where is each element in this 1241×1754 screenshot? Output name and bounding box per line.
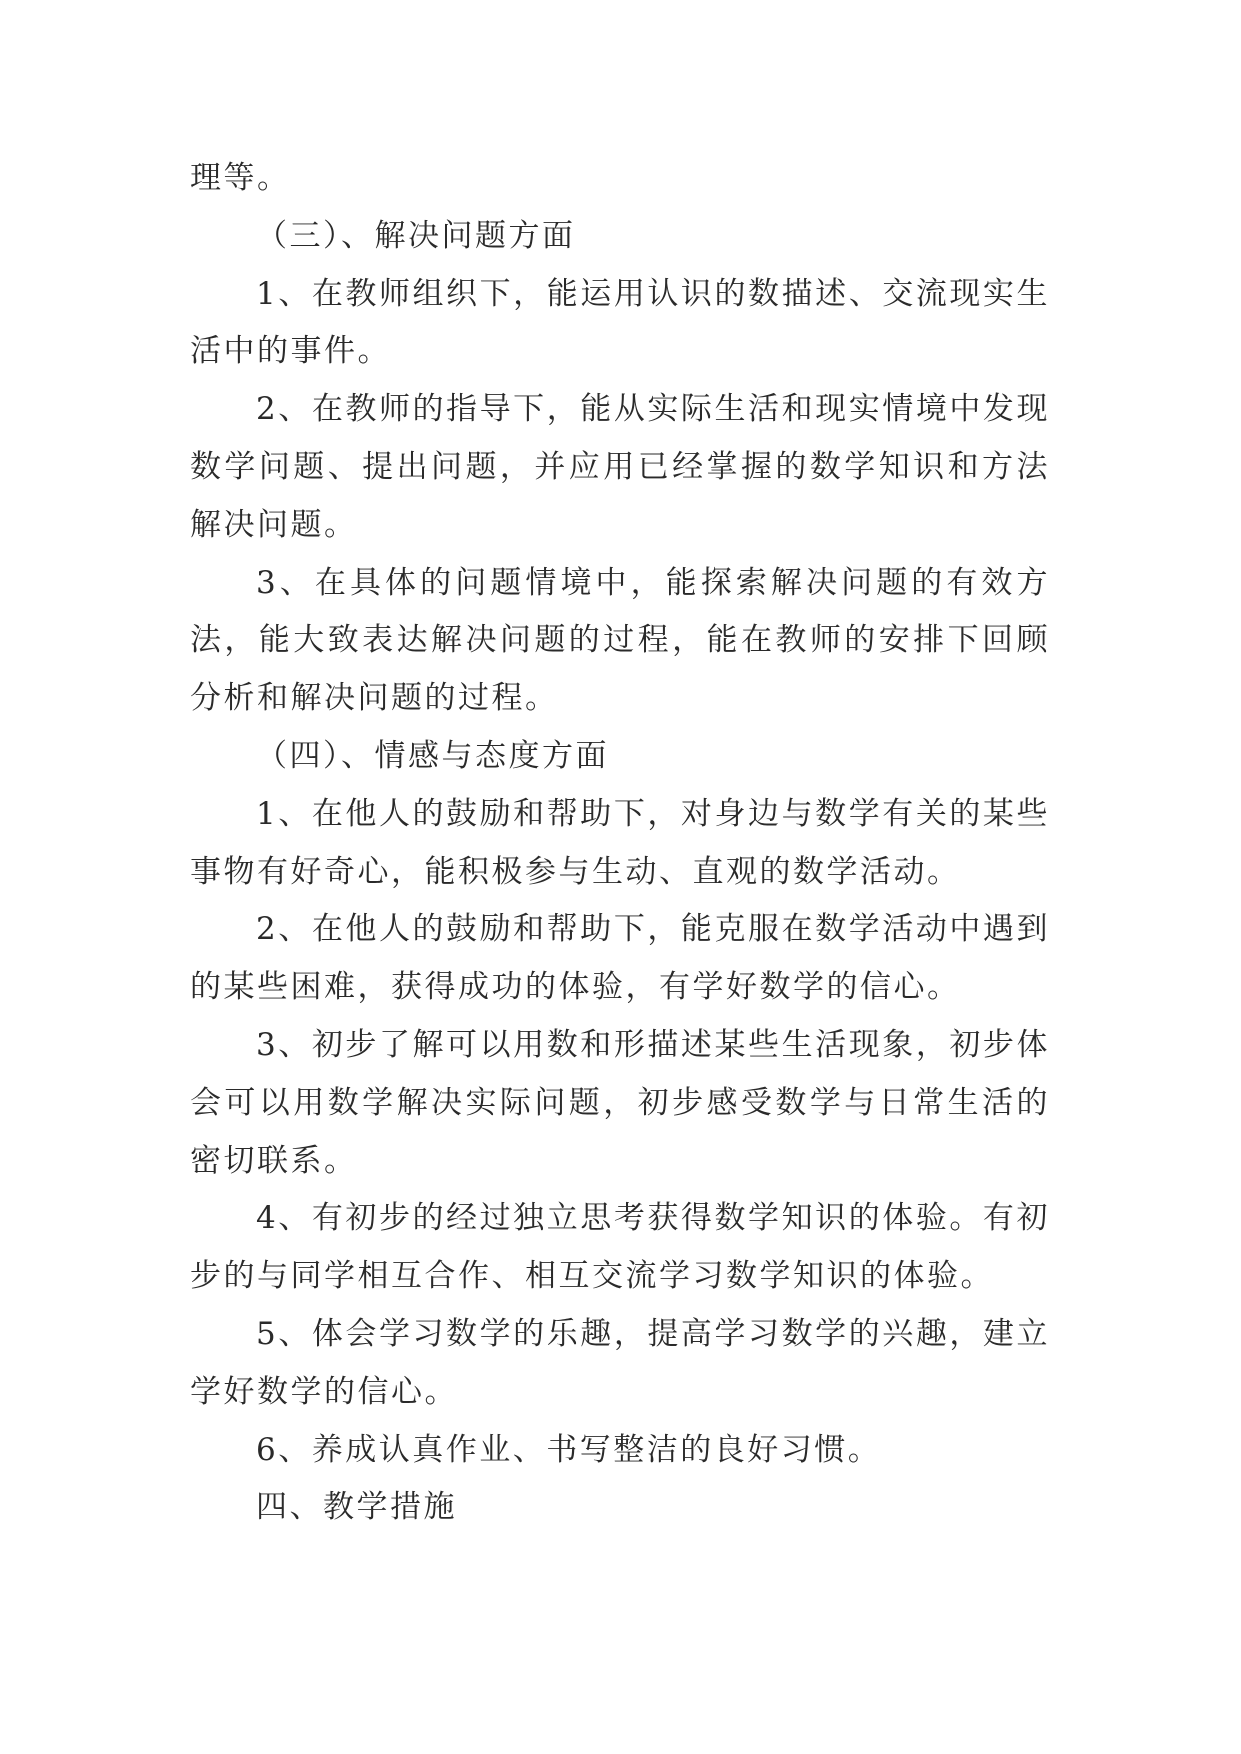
list-item: 4、有初步的经过独立思考获得数学知识的体验。有初步的与同学相互合作、相互交流学习数学知识的体验。 (190, 1200, 1050, 1295)
section-heading-teaching-measures: 四、教学措施 (256, 1489, 457, 1526)
document-body (190, 150, 1050, 1537)
list-item: 2、在教师的指导下，能从实际生活和现实情境中发现数学问题、提出问题，并应用已经掌握的数学知识和方法解决问题。 (190, 391, 1050, 543)
section-heading-problem-solving: （三）、解决问题方面 (256, 217, 576, 254)
list-item: 6、养成认真作业、书写整洁的良好习惯。 (256, 1431, 882, 1468)
paragraph-continuation: 理等。 (190, 160, 291, 196)
list-item: 2、在他人的鼓励和帮助下，能克服在数学活动中遇到的某些困难，获得成功的体验，有学好数学的信心。 (190, 911, 1050, 1006)
list-item: 5、体会学习数学的乐趣，提高学习数学的兴趣，建立学好数学的信心。 (190, 1315, 1050, 1410)
section-heading-emotion-attitude: （四）、情感与态度方面 (256, 737, 609, 774)
list-item: 3、在具体的问题情境中，能探索解决问题的有效方法，能大致表达解决问题的过程，能在教师的安排下回顾分析和解决问题的过程。 (190, 564, 1050, 717)
list-item: 1、在他人的鼓励和帮助下，对身边与数学有关的某些事物有好奇心，能积极参与生动、直观的数学活动。 (190, 795, 1050, 890)
list-item: 3、初步了解可以用数和形描述某些生活现象，初步体会可以用数学解决实际问题，初步感受数学与日常生活的密切联系。 (190, 1026, 1050, 1179)
list-item: 1、在教师组织下，能运用认识的数描述、交流现实生活中的事件。 (190, 275, 1050, 370)
